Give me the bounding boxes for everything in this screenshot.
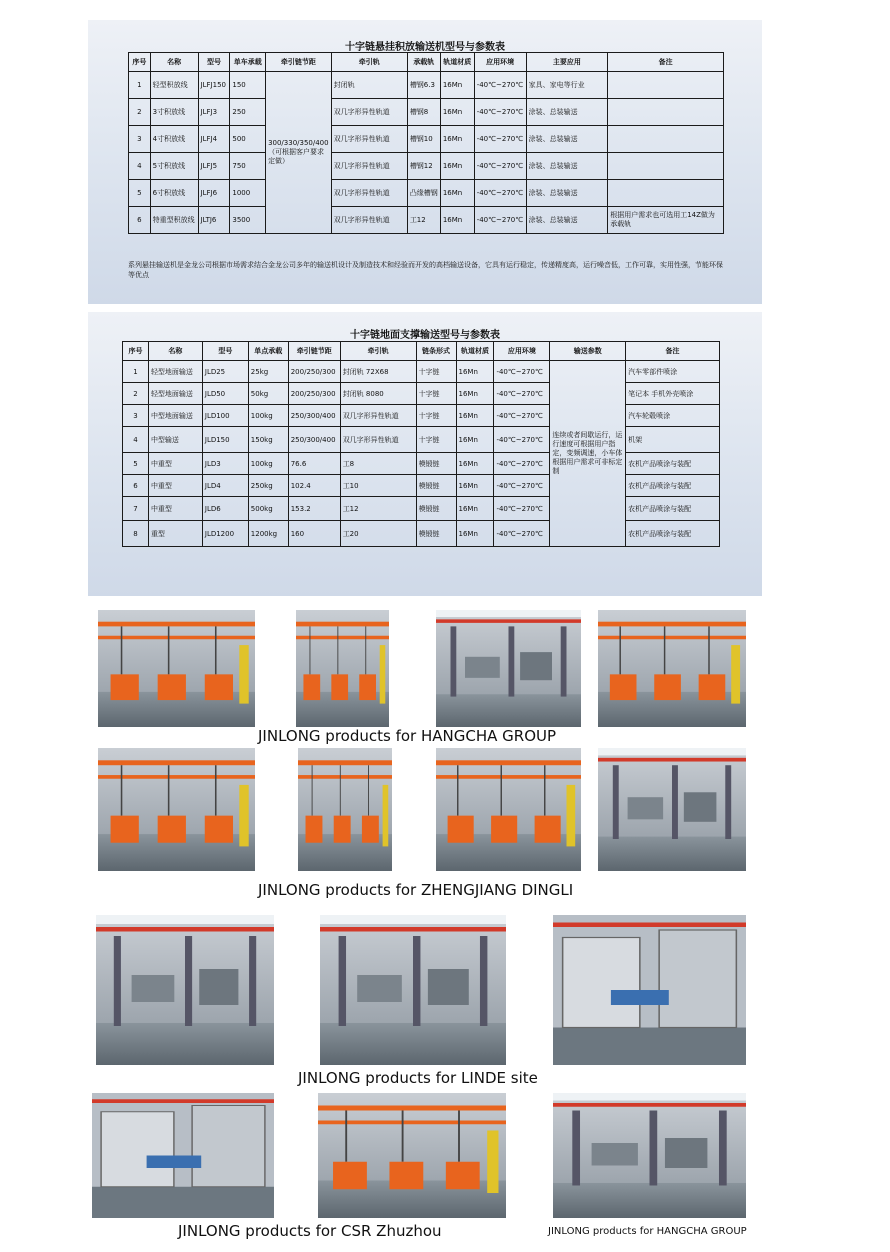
caption-linde: JINLONG products for LINDE site <box>298 1069 538 1087</box>
table-cell: 双几字形异性轨道 <box>331 99 407 126</box>
table-row <box>123 453 720 475</box>
table-row <box>129 153 724 180</box>
caption-csr: JINLONG products for CSR Zhuzhou <box>178 1222 442 1240</box>
table1-header: 单车承载 <box>230 53 266 72</box>
table-cell: 封闭轨 <box>331 72 407 99</box>
table2-header-row <box>123 342 720 361</box>
table-cell: 槽钢8 <box>407 99 440 126</box>
table1-header: 序号 <box>129 53 151 72</box>
table-cell: 涂装、总装输送 <box>526 207 608 234</box>
table-cell: 家具、家电等行业 <box>526 72 608 99</box>
table-cell <box>608 126 724 153</box>
table-cell: 农机产品喷涂与装配 <box>626 497 720 521</box>
table-cell: 5寸积放线 <box>150 153 198 180</box>
table-cell: 16Mn <box>440 180 474 207</box>
caption-hangcha-2: JINLONG products for HANGCHA GROUP <box>548 1226 747 1237</box>
table-cell: 双几字形异性轨道 <box>331 180 407 207</box>
table-cell: 2 <box>123 383 149 405</box>
table-cell: 4 <box>129 153 151 180</box>
table-cell: 16Mn <box>440 153 474 180</box>
photo-hangcha-2 <box>296 610 389 727</box>
table-cell: 160 <box>288 521 340 547</box>
merged-pitch-cell: 300/330/350/400（可根据客户要求定做） <box>266 72 332 234</box>
table-cell: 250 <box>230 99 266 126</box>
table-row <box>129 72 724 99</box>
table-row <box>129 180 724 207</box>
table-cell: -40℃~270℃ <box>494 521 550 547</box>
photo-csr-1 <box>92 1093 274 1218</box>
table-cell: JLFJ150 <box>198 72 230 99</box>
photo-hangcha-1 <box>98 610 255 727</box>
table-cell: 中重型 <box>148 497 202 521</box>
table-cell: -40℃~270℃ <box>474 153 526 180</box>
table-cell: 十字链 <box>416 361 456 383</box>
table-cell: 双几字形异性轨道 <box>340 405 416 427</box>
table-row <box>123 427 720 453</box>
table-row <box>123 521 720 547</box>
photo-linde-2 <box>320 915 506 1065</box>
table-cell: JLFJ4 <box>198 126 230 153</box>
table2-title: 十字链地面支撑输送型号与参数表 <box>350 330 500 341</box>
table-cell: 3 <box>129 126 151 153</box>
table-cell: JLD100 <box>202 405 248 427</box>
photo-hangcha-4 <box>598 610 746 727</box>
table-cell: -40℃~270℃ <box>474 99 526 126</box>
table-cell: 150kg <box>248 427 288 453</box>
table-cell: 封闭轨 8080 <box>340 383 416 405</box>
table-cell: -40℃~270℃ <box>494 475 550 497</box>
table-cell: 7 <box>123 497 149 521</box>
table1-header: 牵引轨 <box>331 53 407 72</box>
table-cell: JLD6 <box>202 497 248 521</box>
table-cell: 4 <box>123 427 149 453</box>
table-cell: JLFJ6 <box>198 180 230 207</box>
table-cell: -40℃~270℃ <box>474 126 526 153</box>
table-cell: 农机产品喷涂与装配 <box>626 453 720 475</box>
table-cell: 1200kg <box>248 521 288 547</box>
table-cell: 153.2 <box>288 497 340 521</box>
table-cell: 工12 <box>407 207 440 234</box>
table2-header: 备注 <box>626 342 720 361</box>
table2 <box>122 341 720 547</box>
table-cell: -40℃~270℃ <box>494 361 550 383</box>
photo-dingli-3 <box>436 748 581 871</box>
table-cell: 5 <box>123 453 149 475</box>
table-cell: 76.6 <box>288 453 340 475</box>
table-cell: -40℃~270℃ <box>494 453 550 475</box>
table-cell: 200/250/300 <box>288 383 340 405</box>
table-cell: 25kg <box>248 361 288 383</box>
table-cell: -40℃~270℃ <box>474 207 526 234</box>
table-cell <box>608 72 724 99</box>
table-cell: 16Mn <box>456 361 494 383</box>
table-cell: 16Mn <box>440 126 474 153</box>
table-cell: 50kg <box>248 383 288 405</box>
photo-dingli-1 <box>98 748 255 871</box>
table-cell: 3寸积放线 <box>150 99 198 126</box>
table2-header: 应用环境 <box>494 342 550 361</box>
table-cell: 6 <box>123 475 149 497</box>
table-cell: 1 <box>129 72 151 99</box>
photo-linde-1 <box>96 915 274 1065</box>
photo-hangcha-5 <box>553 1093 746 1218</box>
table-cell: JLD4 <box>202 475 248 497</box>
table-row <box>123 475 720 497</box>
table-cell: 16Mn <box>440 99 474 126</box>
table1-header-row <box>129 53 724 72</box>
table-cell: -40℃~270℃ <box>494 405 550 427</box>
table-cell: 模锻链 <box>416 497 456 521</box>
table-cell: 2 <box>129 99 151 126</box>
table-row <box>123 405 720 427</box>
table2-header: 单点承载 <box>248 342 288 361</box>
table-cell: 250/300/400 <box>288 427 340 453</box>
table-cell: 16Mn <box>456 521 494 547</box>
table-cell: 150 <box>230 72 266 99</box>
table-cell <box>608 180 724 207</box>
table2-header: 名称 <box>148 342 202 361</box>
table-cell: 16Mn <box>440 207 474 234</box>
table-cell: 5 <box>129 180 151 207</box>
table1-header: 备注 <box>608 53 724 72</box>
table1-note: 系列悬挂输送机是金龙公司根据市场需求结合金龙公司多年的输送机设计及制造技术和经验而开发的高档输送设备，它具有运行稳定，传递精度高，运行噪音低，工作可靠，实用性强，节能环保等优点 <box>128 261 723 279</box>
table-cell: 16Mn <box>456 383 494 405</box>
table-cell: JLFJ5 <box>198 153 230 180</box>
table-cell: JLD1200 <box>202 521 248 547</box>
table2-header: 序号 <box>123 342 149 361</box>
table-cell: 双几字形异性轨道 <box>331 126 407 153</box>
table-cell: 轻型地面输送 <box>148 383 202 405</box>
table2-header: 轨道材质 <box>456 342 494 361</box>
table-cell: 双几字形异性轨道 <box>331 153 407 180</box>
table1-panel <box>88 20 762 304</box>
table-cell: 4寸积放线 <box>150 126 198 153</box>
table-cell: 重型 <box>148 521 202 547</box>
caption-hangcha: JINLONG products for HANGCHA GROUP <box>258 727 557 745</box>
table-row <box>129 126 724 153</box>
table-cell: 250/300/400 <box>288 405 340 427</box>
table-cell: 250kg <box>248 475 288 497</box>
table1-header: 牵引链节距 <box>266 53 332 72</box>
table-cell: 16Mn <box>456 427 494 453</box>
table-cell: JLD3 <box>202 453 248 475</box>
table-cell: 汽车轮毂喷涂 <box>626 405 720 427</box>
table1-header: 应用环境 <box>474 53 526 72</box>
table-cell: 涂装、总装输送 <box>526 180 608 207</box>
table-cell: 机架 <box>626 427 720 453</box>
table-cell: 102.4 <box>288 475 340 497</box>
table-cell: 槽钢6.3 <box>407 72 440 99</box>
photo-csr-2 <box>318 1093 506 1218</box>
table-cell: 3500 <box>230 207 266 234</box>
table-cell: 8 <box>123 521 149 547</box>
table-cell: 轻型地面输送 <box>148 361 202 383</box>
table2-header: 牵引轨 <box>340 342 416 361</box>
table-cell: 特重型积放线 <box>150 207 198 234</box>
table-cell: 模锻链 <box>416 453 456 475</box>
table-cell: 十字链 <box>416 405 456 427</box>
table-cell: 工8 <box>340 453 416 475</box>
table-cell: 1 <box>123 361 149 383</box>
table-cell: -40℃~270℃ <box>474 72 526 99</box>
table2-header: 输送参数 <box>550 342 626 361</box>
table-cell: 模锻链 <box>416 521 456 547</box>
table-cell: JLD25 <box>202 361 248 383</box>
table-cell: 中型输送 <box>148 427 202 453</box>
table-cell: 农机产品喷涂与装配 <box>626 475 720 497</box>
table-cell: 槽钢12 <box>407 153 440 180</box>
table-cell: 中重型 <box>148 475 202 497</box>
table-cell: -40℃~270℃ <box>494 497 550 521</box>
table1-header: 承载轨 <box>407 53 440 72</box>
table2-header: 型号 <box>202 342 248 361</box>
photo-dingli-2 <box>298 748 392 871</box>
table-cell: 工10 <box>340 475 416 497</box>
table-cell <box>608 99 724 126</box>
table-cell: 涂装、总装输送 <box>526 153 608 180</box>
table-cell: 16Mn <box>440 72 474 99</box>
table1-header: 主要应用 <box>526 53 608 72</box>
table-cell: 模锻链 <box>416 475 456 497</box>
table-cell: 农机产品喷涂与装配 <box>626 521 720 547</box>
table-cell: 200/250/300 <box>288 361 340 383</box>
table-cell <box>608 153 724 180</box>
table-cell: 中重型 <box>148 453 202 475</box>
table-row <box>123 497 720 521</box>
table-cell: 500 <box>230 126 266 153</box>
table-cell: -40℃~270℃ <box>494 383 550 405</box>
table-cell: -40℃~270℃ <box>494 427 550 453</box>
table1-title: 十字链悬挂积放输送机型号与参数表 <box>345 42 505 53</box>
table-row <box>129 99 724 126</box>
table-cell: 槽钢10 <box>407 126 440 153</box>
table-cell: 中型地面输送 <box>148 405 202 427</box>
table-cell: 1000 <box>230 180 266 207</box>
table2-header: 链条形式 <box>416 342 456 361</box>
table-cell: 工20 <box>340 521 416 547</box>
table-cell: 100kg <box>248 405 288 427</box>
table-cell: 十字链 <box>416 383 456 405</box>
table-cell: 轻型积放线 <box>150 72 198 99</box>
table-cell: 6 <box>129 207 151 234</box>
table-cell: 汽车零部件喷涂 <box>626 361 720 383</box>
table-cell: 工12 <box>340 497 416 521</box>
table-cell: 500kg <box>248 497 288 521</box>
table1-header: 名称 <box>150 53 198 72</box>
table-cell: -40℃~270℃ <box>474 180 526 207</box>
table-row <box>123 361 720 383</box>
caption-dingli: JINLONG products for ZHENGJIANG DINGLI <box>258 881 574 899</box>
table-cell: 封闭轨 72X68 <box>340 361 416 383</box>
photo-hangcha-3 <box>436 610 581 727</box>
table-cell: 16Mn <box>456 405 494 427</box>
table-row <box>129 207 724 234</box>
table1-header: 轨道材质 <box>440 53 474 72</box>
merged-params-cell: 连续或者间歇运行，运行速度可根据用户指定，变频调速，小车体根据用户需求可非标定制 <box>550 361 626 547</box>
table2-panel <box>88 312 762 596</box>
table-cell: 16Mn <box>456 497 494 521</box>
table-cell: 根据用户需求也可选用工14Z做为承载轨 <box>608 207 724 234</box>
table-cell: 凸缘槽钢 <box>407 180 440 207</box>
table-cell: 16Mn <box>456 453 494 475</box>
table-cell: JLTJ6 <box>198 207 230 234</box>
table-cell: 16Mn <box>456 475 494 497</box>
table-cell: JLD150 <box>202 427 248 453</box>
table-cell: 笔记本 手机外壳喷涂 <box>626 383 720 405</box>
table-cell: 涂装、总装输送 <box>526 99 608 126</box>
table1 <box>128 52 724 234</box>
table-cell: 100kg <box>248 453 288 475</box>
table-cell: 双几字形异性轨道 <box>340 427 416 453</box>
table1-header: 型号 <box>198 53 230 72</box>
table-cell: 十字链 <box>416 427 456 453</box>
table-cell: JLD50 <box>202 383 248 405</box>
table-cell: JLFJ3 <box>198 99 230 126</box>
table-row <box>123 383 720 405</box>
table2-header: 牵引链节距 <box>288 342 340 361</box>
photo-linde-3 <box>553 915 746 1065</box>
table-cell: 双几字形异性轨道 <box>331 207 407 234</box>
photo-dingli-4 <box>598 748 746 871</box>
table-cell: 750 <box>230 153 266 180</box>
table-cell: 6寸积放线 <box>150 180 198 207</box>
table-cell: 涂装、总装输送 <box>526 126 608 153</box>
table-cell: 3 <box>123 405 149 427</box>
